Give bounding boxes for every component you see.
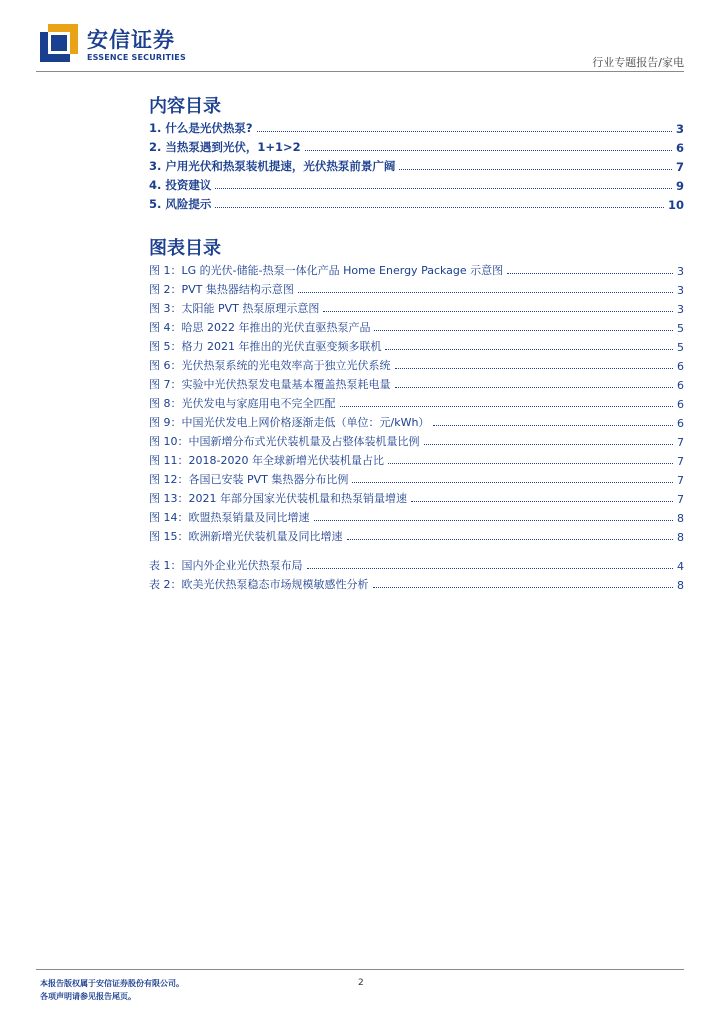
toc-leader-dots [433,425,673,426]
toc-leader-dots [215,188,672,189]
page-header [0,0,724,72]
figure-entry-page: 5 [677,322,684,335]
toc-leader-dots [323,311,673,312]
figure-entry-page: 5 [677,341,684,354]
toc-leader-dots [385,349,673,350]
toc-leader-dots [298,292,673,293]
figure-entry-page: 8 [677,512,684,525]
toc-item-page: 6 [675,141,684,155]
figure-entry-label: 图 11：2018-2020 年全球新增光伏装机量占比 [149,454,384,467]
toc-leader-dots [314,520,674,521]
toc-item-label: 2. 当热泵遇到光伏，1+1>2 [149,140,301,154]
toc-leader-dots [424,444,674,445]
figure-entry[interactable] [149,449,684,468]
figure-entry-label: 图 9：中国光伏发电上网价格逐渐走低（单位：元/kWh） [149,416,430,429]
figure-entry[interactable] [149,354,684,373]
figure-entry-label: 图 10：中国新增分布式光伏装机量及占整体装机量比例 [149,435,420,448]
disclaimer-notice: 各项声明请参见报告尾页。 [40,992,136,1001]
figure-entry-page: 7 [677,436,684,449]
table-entry[interactable] [149,573,684,592]
figure-entry[interactable] [149,430,684,449]
toc-leader-dots [395,387,674,388]
figure-entry-page: 3 [677,303,684,316]
figure-entry-page: 6 [677,379,684,392]
copyright-notice: 本报告版权属于安信证券股份有限公司。 [40,979,184,988]
toc-item-page: 7 [675,160,684,174]
toc-leader-dots [507,273,673,274]
toc-item-label: 3. 户用光伏和热泵装机提速，光伏热泵前景广阔 [149,159,396,173]
report-type-label: 行业专题报告/家电 [592,56,684,69]
figure-entry[interactable] [149,278,684,297]
page-number: 2 [358,978,364,988]
contents-title: 内容目录 [149,96,221,117]
header-divider [36,71,684,72]
figure-entry-label: 图 1：LG 的光伏-储能-热泵一体化产品 Home Energy Package 示意图 [149,264,504,277]
toc-item-label: 4. 投资建议 [149,178,212,192]
toc-leader-dots [347,539,674,540]
list-spacer [149,544,684,554]
figure-entry[interactable] [149,373,684,392]
footer-divider [36,969,684,970]
figure-entry-label: 图 4：哈思 2022 年推出的光伏直驱热泵产品 [149,321,371,334]
figure-entry-label: 图 2：PVT 集热器结构示意图 [149,283,294,296]
toc-leader-dots [411,501,673,502]
toc-leader-dots [215,207,664,208]
figure-entry-label: 图 14：欧盟热泵销量及同比增速 [149,511,310,524]
figure-entry[interactable] [149,468,684,487]
logo-english-name: ESSENCE SECURITIES [87,53,186,62]
toc-leader-dots [307,568,674,569]
figure-entry[interactable] [149,297,684,316]
toc-leader-dots [373,587,674,588]
toc-leader-dots [352,482,673,483]
figures-title: 图表目录 [149,238,221,259]
logo-chinese-name: 安信证券 [87,28,175,52]
toc-item-label: 1. 什么是光伏热泵? [149,121,253,135]
toc-item[interactable] [149,174,684,193]
toc-item-page: 9 [675,179,684,193]
figure-entry-page: 8 [677,531,684,544]
figure-entry[interactable] [149,506,684,525]
toc-item-page: 3 [675,122,684,136]
logo-mark-icon [40,24,78,62]
table-entry-label: 表 2：欧美光伏热泵稳态市场规模敏感性分析 [149,578,369,591]
figure-entry[interactable] [149,392,684,411]
toc-leader-dots [399,169,672,170]
figure-entry-label: 图 15：欧洲新增光伏装机量及同比增速 [149,530,343,543]
figure-entry[interactable] [149,316,684,335]
figure-entry[interactable] [149,335,684,354]
toc-item[interactable] [149,155,684,174]
toc-leader-dots [395,368,674,369]
contents-list [149,117,684,212]
toc-leader-dots [374,330,673,331]
figure-entry-page: 3 [677,284,684,297]
toc-leader-dots [388,463,673,464]
figure-entry-page: 7 [677,493,684,506]
figure-entry-label: 图 12：各国已安装 PVT 集热器分布比例 [149,473,349,486]
figure-entry-page: 6 [677,360,684,373]
figure-entry[interactable] [149,525,684,544]
toc-item[interactable] [149,136,684,155]
toc-item-label: 5. 风险提示 [149,197,212,211]
figure-entry-page: 7 [677,455,684,468]
figure-entry[interactable] [149,411,684,430]
toc-leader-dots [257,131,672,132]
table-entry-page: 8 [677,579,684,592]
table-entry[interactable] [149,554,684,573]
table-entry-label: 表 1：国内外企业光伏热泵布局 [149,559,303,572]
figure-entry-label: 图 3：太阳能 PVT 热泵原理示意图 [149,302,320,315]
toc-item[interactable] [149,117,684,136]
figure-entry[interactable] [149,259,684,278]
toc-item-page: 10 [667,198,684,212]
figures-list [149,259,684,592]
figure-entry-page: 7 [677,474,684,487]
toc-leader-dots [305,150,672,151]
figure-entry-label: 图 6：光伏热泵系统的光电效率高于独立光伏系统 [149,359,391,372]
figure-entry-page: 6 [677,417,684,430]
figure-entry-label: 图 7：实验中光伏热泵发电量基本覆盖热泵耗电量 [149,378,391,391]
toc-item[interactable] [149,193,684,212]
table-entry-page: 4 [677,560,684,573]
figure-entry[interactable] [149,487,684,506]
figure-entry-page: 3 [677,265,684,278]
toc-leader-dots [340,406,674,407]
essence-securities-logo [40,24,190,64]
figure-entry-label: 图 5：格力 2021 年推出的光伏直驱变频多联机 [149,340,382,353]
figure-entry-label: 图 13：2021 年部分国家光伏装机量和热泵销量增速 [149,492,407,505]
figure-entry-page: 6 [677,398,684,411]
figure-entry-label: 图 8：光伏发电与家庭用电不完全匹配 [149,397,336,410]
